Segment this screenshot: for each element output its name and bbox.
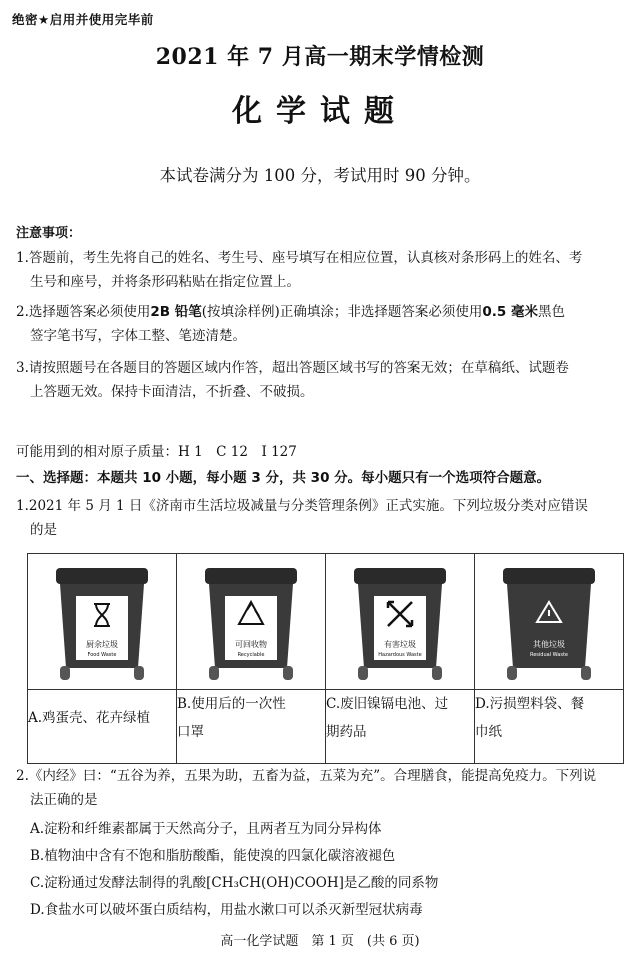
option-d: D.污损塑料袋、餐 巾纸 [475, 690, 624, 764]
bin-label-cn: 可回收物 [235, 640, 267, 649]
bin-label-en: Residual Waste [529, 652, 569, 658]
bin-label-cn: 厨余垃圾 [86, 640, 118, 649]
hazardous-bin [350, 564, 450, 682]
confidential-label: 绝密★启用并使用完毕前 [12, 12, 154, 27]
notice-item-3: 3.请按照题号在各题目的答题区域内作答，超出答题区域书写的答案无效；在草稿纸、试题卷 上答题无效。保持卡面清洁，不折叠、不破损。 [16, 360, 569, 400]
bin-cell-residual [475, 554, 624, 690]
q2-option-c: C.淀粉通过发酵法制得的乳酸[CH₃CH(OH)COOH]是乙酸的同系物 [30, 875, 439, 891]
page-footer: 高一化学试题 第 1 页 (共 6 页) [220, 934, 420, 949]
question-2-options [30, 816, 438, 924]
bin-cell-recyclable [177, 554, 326, 690]
residual-bin [499, 564, 599, 682]
exam-info: 本试卷满分为 100 分，考试用时 90 分钟。 [159, 166, 481, 185]
exam-title: 2021 年 7 月高一期末学情检测 [155, 44, 485, 70]
q2-option-a: A.淀粉和纤维素都属于天然高分子，且两者互为同分异构体 [30, 821, 382, 837]
notice-heading: 注意事项： [16, 226, 82, 241]
bin-label-cn: 其他垃圾 [533, 640, 565, 649]
bin-label-en: Food Waste [87, 652, 117, 658]
q2-option-b: B.植物油中含有不饱和脂肪酸酯，能使溴的四氯化碳溶液褪色 [30, 848, 396, 864]
atomic-masses: 可能用到的相对原子质量：H 1 C 12 I 127 [16, 444, 297, 460]
recyclable-bin [201, 564, 301, 682]
option-c: C.废旧镍镉电池、过 期药品 [326, 690, 475, 764]
option-b: B.使用后的一次性 口罩 [177, 690, 326, 764]
question-1-stem: 1.2021 年 5 月 1 日《济南市生活垃圾减量与分类管理条例》正式实施。下列垃圾分类对应错误 的是 [16, 498, 588, 538]
question-1-table [27, 553, 624, 764]
section-heading: 一、选择题：本题共 10 小题，每小题 3 分，共 30 分。每小题只有一个选项符合题意。 [16, 470, 551, 486]
notice-item-1: 1.答题前，考生先将自己的姓名、考生号、座号填写在相应位置，认真核对条形码上的姓名、考 生号和座号，并将条形码粘贴在指定位置上。 [16, 250, 583, 290]
bin-cell-food [28, 554, 177, 690]
question-2-stem: 2.《内经》曰：“五谷为养，五果为助，五畜为益，五菜为充”。合理膳食，能提高免疫力。下列说 法正确的是 [16, 768, 597, 808]
bin-label-en: Recyclable [237, 652, 265, 658]
q2-option-d: D.食盐水可以破坏蛋白质结构，用盐水漱口可以杀灭新型冠状病毒 [30, 902, 423, 918]
bin-label-en: Hazardous Waste [378, 652, 422, 658]
option-a: A.鸡蛋壳、花卉绿植 [28, 690, 177, 764]
food-waste-bin [52, 564, 152, 682]
bin-label-cn: 有害垃圾 [384, 640, 416, 649]
bin-cell-hazardous [326, 554, 475, 690]
subject-title: 化学试题 [232, 94, 408, 129]
notice-item-2: 2.选择题答案必须使用2B 铅笔(按填涂样例)正确填涂；非选择题答案必须使用0.5 毫米黑色 签字笔书写，字体工整、笔迹清楚。 [16, 304, 565, 344]
